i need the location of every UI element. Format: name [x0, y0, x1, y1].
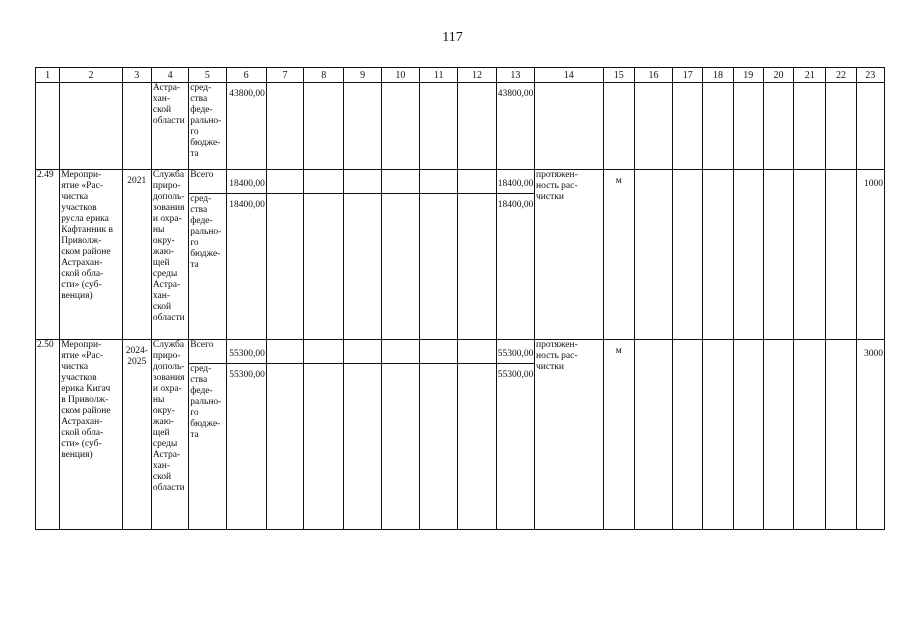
column-header: 15	[603, 68, 634, 83]
period-cell: 2021	[122, 170, 151, 340]
unit-cell: м	[603, 340, 634, 530]
funding-source-cell: сред- ства феде- рально- го бюдже- та	[189, 364, 226, 530]
target-value: 3000	[856, 340, 884, 530]
column-header: 12	[458, 68, 496, 83]
table-row	[36, 170, 885, 194]
target-value: 1000	[856, 170, 884, 340]
funding-source-cell: сред- ства феде- рально- го бюдже- та	[189, 194, 226, 340]
total-amount-col6: 55300,00	[226, 340, 266, 364]
column-header: 5	[189, 68, 226, 83]
column-header: 4	[151, 68, 188, 83]
column-header: 1	[36, 68, 60, 83]
total-amount-col13: 55300,00	[496, 340, 534, 364]
row-number: 2.50	[36, 340, 60, 530]
column-header: 20	[763, 68, 793, 83]
total-amount-col13: 18400,00	[496, 170, 534, 194]
indicator-cell: протяжен- ность рас- чистки	[535, 170, 604, 340]
column-header: 3	[122, 68, 151, 83]
budget-table	[35, 67, 885, 530]
column-header: 16	[634, 68, 672, 83]
column-header: 6	[226, 68, 266, 83]
source-amount-col13: 18400,00	[496, 194, 534, 340]
column-header: 11	[420, 68, 458, 83]
table-row	[36, 340, 885, 364]
column-header: 10	[381, 68, 419, 83]
column-header: 8	[304, 68, 344, 83]
page-number: 117	[442, 30, 463, 45]
source-amount-col6: 55300,00	[226, 364, 266, 530]
header-row	[36, 68, 885, 83]
column-header: 2	[60, 68, 123, 83]
executor-cell: Служба приро- дополь- зования и охра- ны окру- жаю- щей среды Астра- хан- ской области	[151, 170, 188, 340]
executor-cell: Астра- хан- ской области	[151, 83, 188, 170]
funding-source-cell: сред- ства феде- рально- го бюдже- та	[189, 83, 226, 170]
total-label: Всего	[189, 170, 226, 194]
column-header: 22	[826, 68, 856, 83]
column-header: 17	[673, 68, 703, 83]
measure-name: Меропри- ятие «Рас- чистка участков русла ерика Кафтанник в Приволж- ском районе Астрахан- ской обла- сти» (суб- венция)	[60, 170, 123, 340]
source-amount-col13: 55300,00	[496, 364, 534, 530]
row-number: 2.49	[36, 170, 60, 340]
column-header: 21	[794, 68, 826, 83]
period-cell: 2024- 2025	[122, 340, 151, 530]
amount-col13: 43800,00	[496, 83, 534, 170]
column-header: 18	[703, 68, 733, 83]
amount-col6: 43800,00	[226, 83, 266, 170]
indicator-cell: протяжен- ность рас- чистки	[535, 340, 604, 530]
total-label: Всего	[189, 340, 226, 364]
column-header: 9	[344, 68, 381, 83]
source-amount-col6: 18400,00	[226, 194, 266, 340]
column-header: 23	[856, 68, 884, 83]
measure-name: Меропри- ятие «Рас- чистка участков ерика Кигач в Приволж- ском районе Астрахан- ской обла- сти» (суб- венция)	[60, 340, 123, 530]
total-amount-col6: 18400,00	[226, 170, 266, 194]
unit-cell: м	[603, 170, 634, 340]
column-header: 19	[733, 68, 763, 83]
table-row	[36, 83, 885, 170]
column-header: 14	[535, 68, 604, 83]
column-header: 7	[266, 68, 303, 83]
executor-cell: Служба приро- дополь- зования и охра- ны окру- жаю- щей среды Астра- хан- ской области	[151, 340, 188, 530]
column-header: 13	[496, 68, 534, 83]
